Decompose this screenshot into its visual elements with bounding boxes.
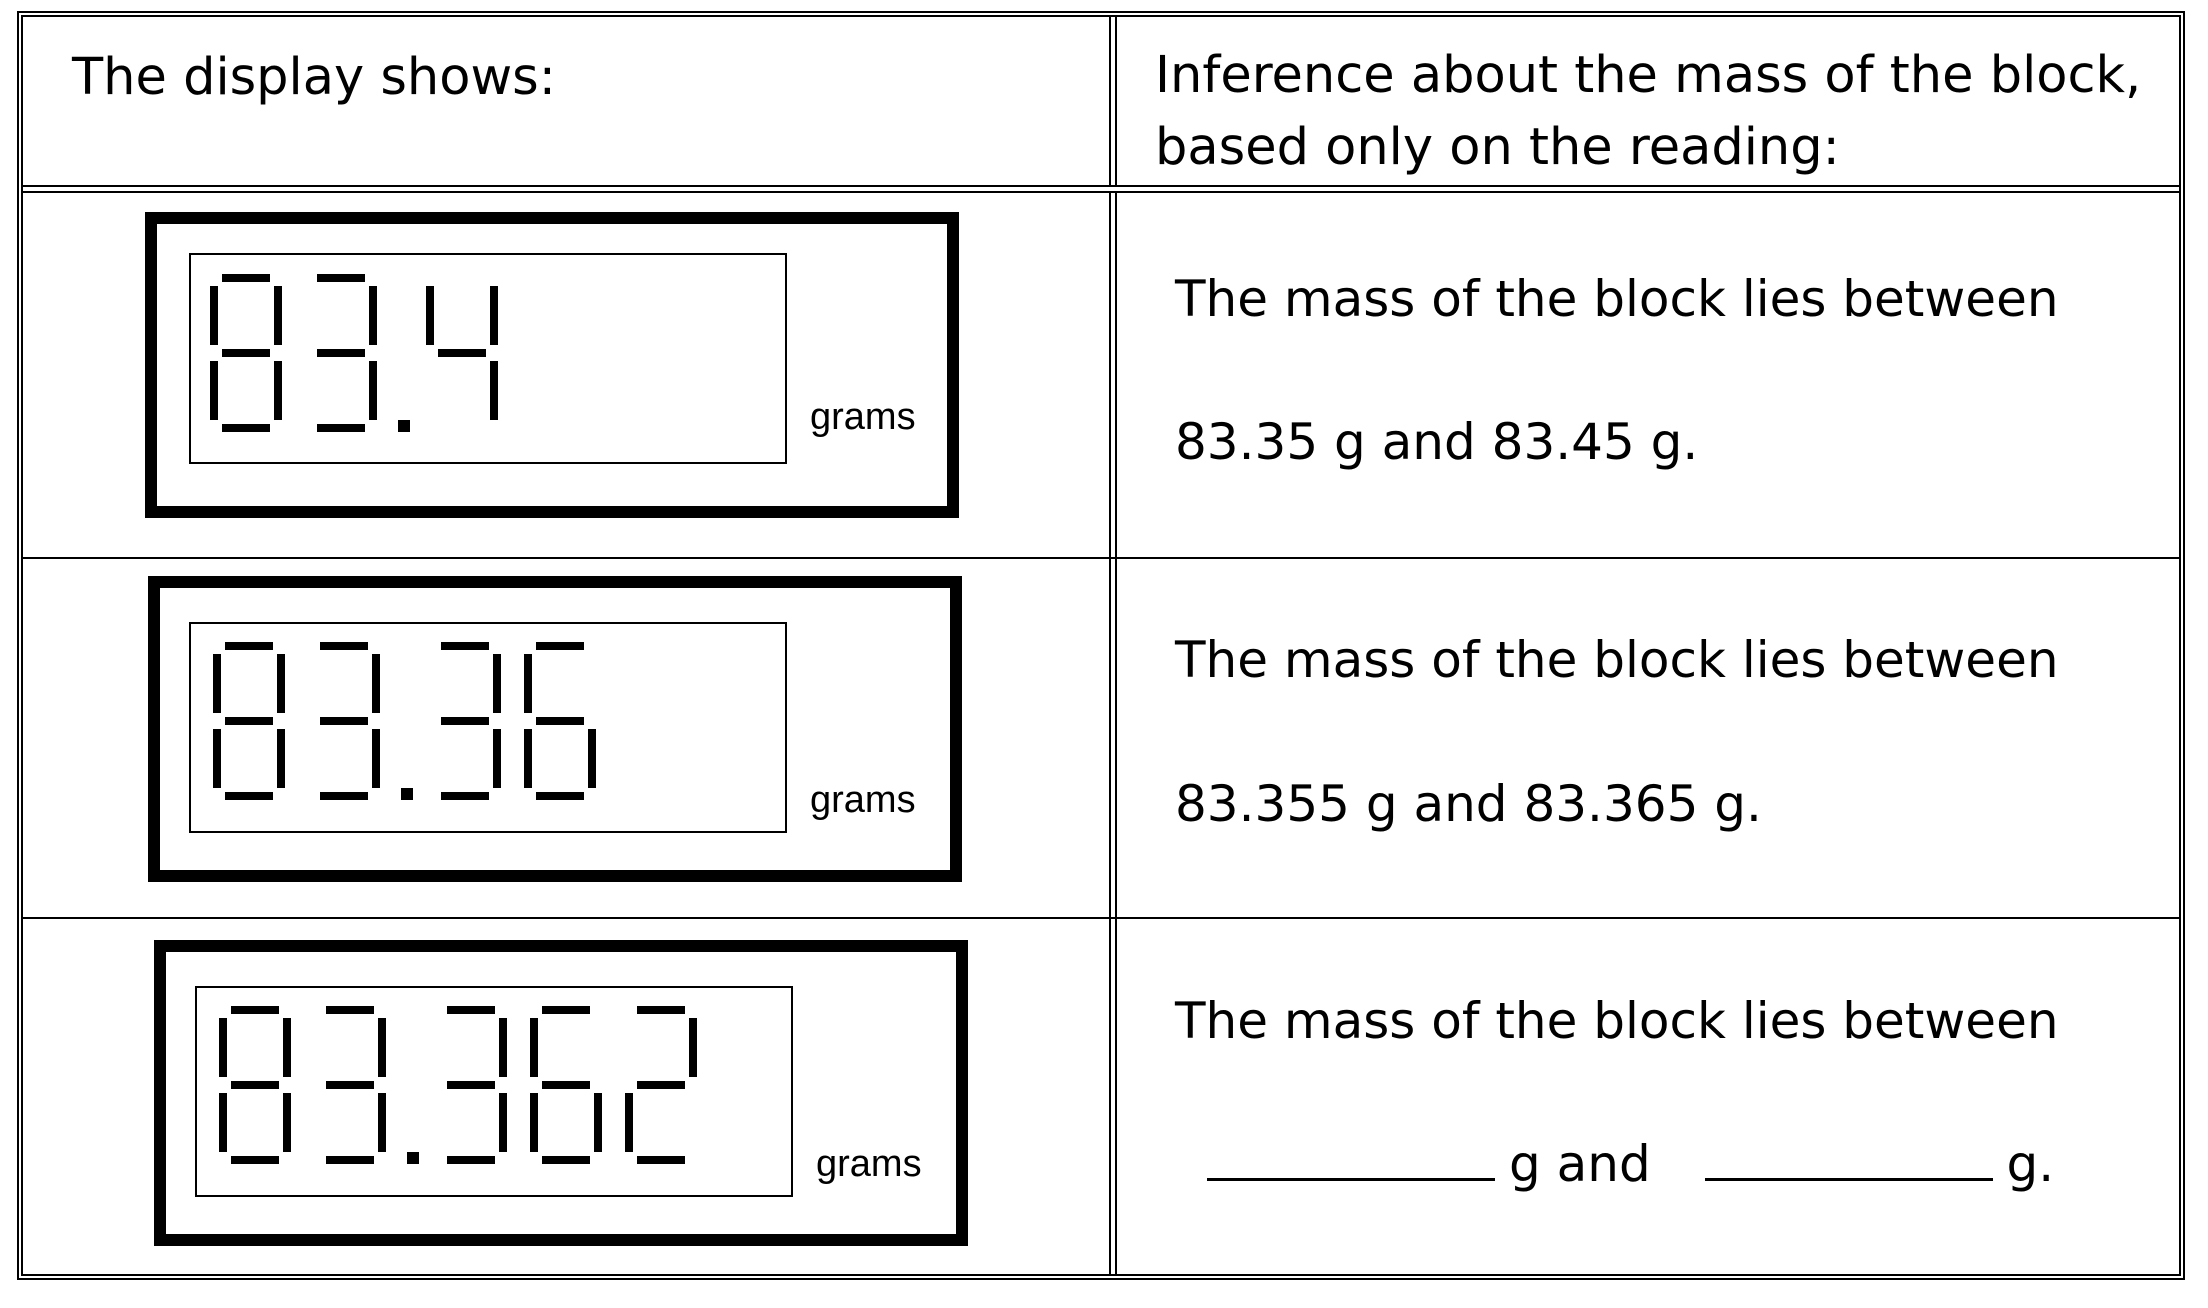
unit-label-1: grams <box>810 396 916 438</box>
unit-label-2: grams <box>810 779 916 821</box>
column-header-display: The display shows: <box>72 48 556 107</box>
header-divider <box>23 185 2179 193</box>
lower-bound-blank[interactable] <box>1207 1138 1495 1181</box>
decimal-point <box>401 788 413 800</box>
digital-readout-3 <box>219 1010 779 1170</box>
inference-3-line2 <box>1207 1135 2054 1193</box>
unit-label-3: grams <box>816 1143 922 1185</box>
row-divider-2 <box>23 917 2179 919</box>
inference-3-and: g and <box>1509 1135 1651 1193</box>
column-header-inference <box>1155 40 2141 184</box>
upper-bound-blank[interactable] <box>1705 1138 1993 1181</box>
row-divider-1 <box>23 557 2179 559</box>
inference-3-line1: The mass of the block lies between <box>1175 992 2059 1050</box>
decimal-point <box>407 1152 419 1164</box>
inference-3-end: g. <box>2006 1135 2055 1193</box>
digital-readout-2 <box>213 646 773 806</box>
inference-1-line1: The mass of the block lies between <box>1175 270 2059 328</box>
decimal-point <box>398 420 410 432</box>
column-header-inference-line1: Inference about the mass of the block, <box>1155 46 2142 105</box>
digital-readout-1 <box>210 278 770 438</box>
inference-2-line1: The mass of the block lies between <box>1175 631 2059 689</box>
inference-1-line2: 83.35 g and 83.45 g. <box>1175 413 1699 471</box>
column-header-inference-line2: based only on the reading: <box>1155 118 1840 177</box>
column-divider <box>1109 17 1117 1274</box>
inference-2-line2: 83.355 g and 83.365 g. <box>1175 775 1762 833</box>
